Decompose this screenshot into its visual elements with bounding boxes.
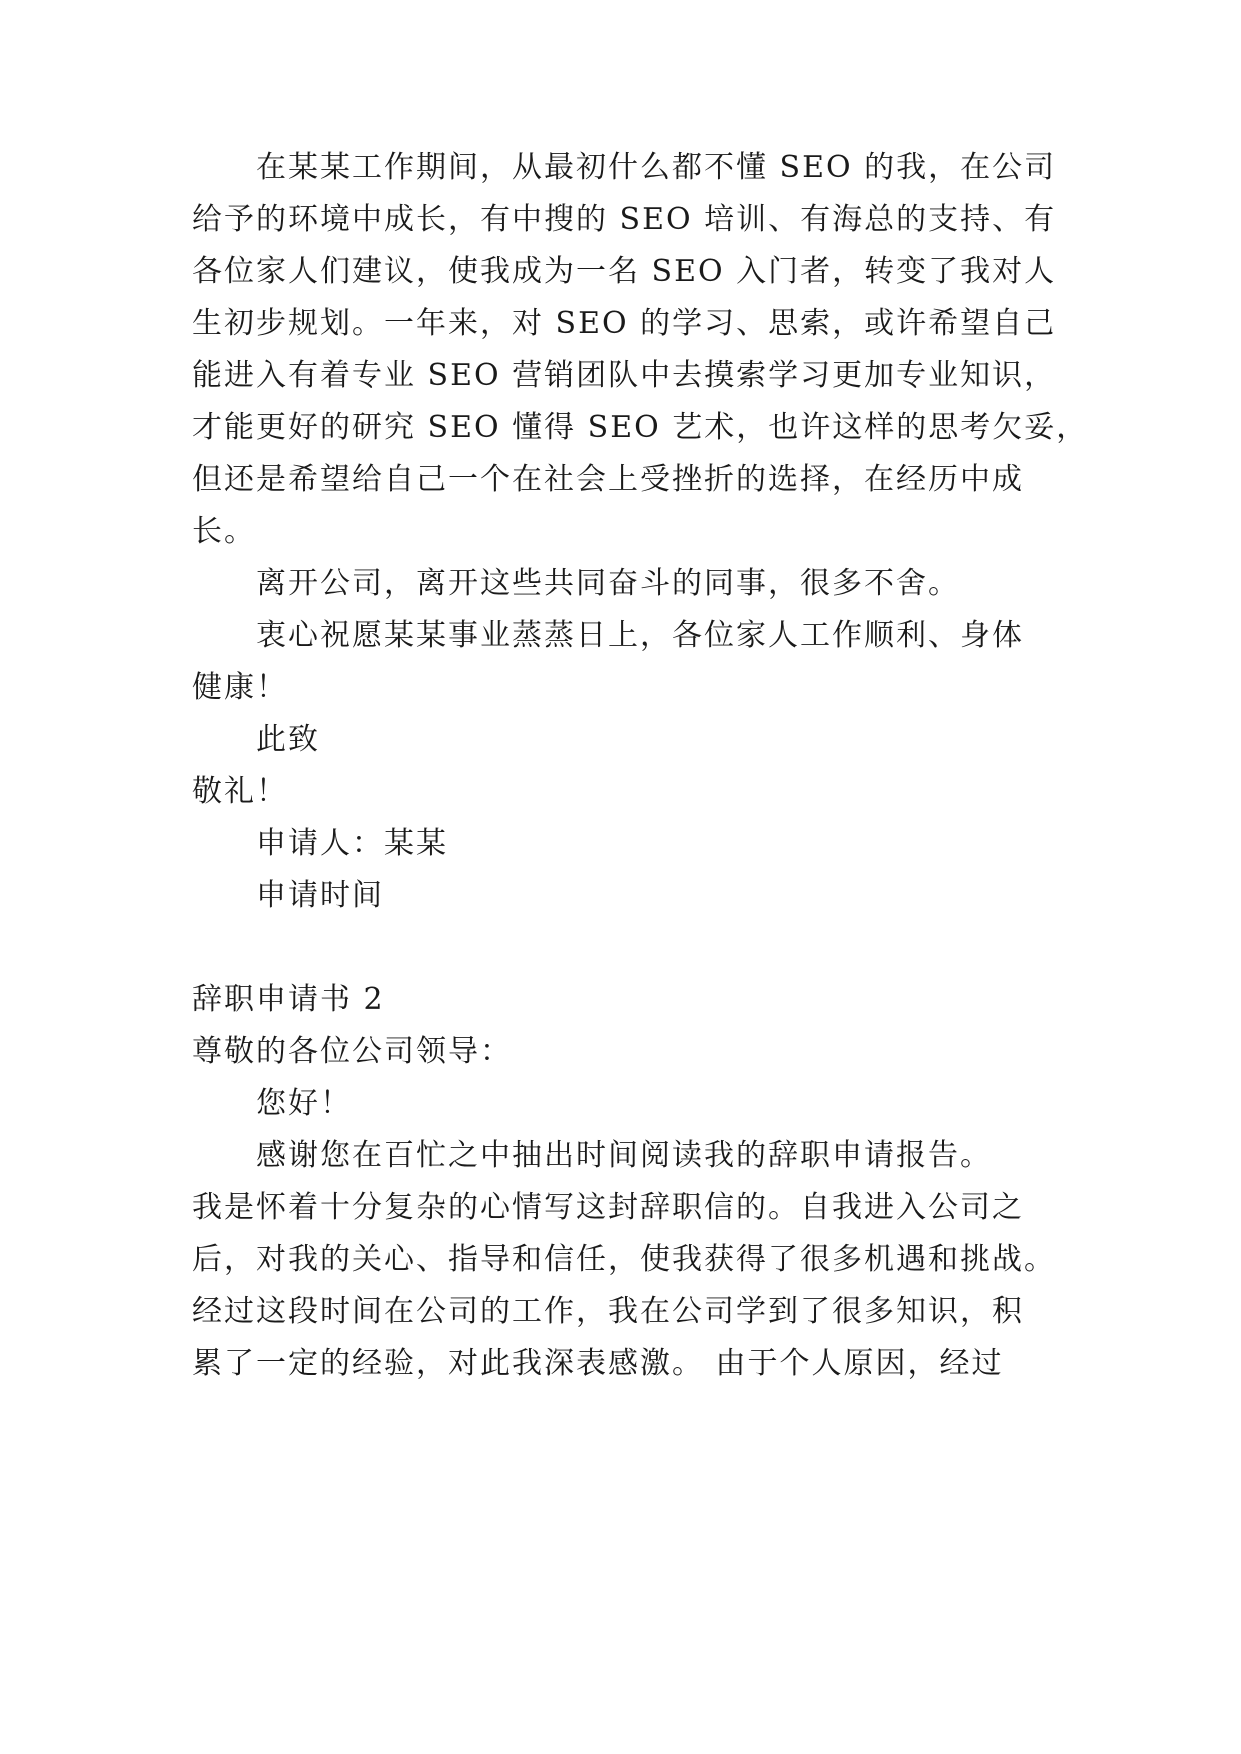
letter1-paragraph3-line1: 衷心祝愿某某事业蒸蒸日上，各位家人工作顺利、身体 (256, 618, 1024, 653)
applicant-line: 申请人：某某 (256, 826, 448, 861)
letter2-paragraph1-line5: 累了一定的经验，对此我深表感激。 由于个人原因，经过 (192, 1346, 1004, 1381)
letter2-paragraph1-line3: 后，对我的关心、指导和信任，使我获得了很多机遇和挑战。 (192, 1242, 1056, 1277)
letter1-paragraph1-line5: 能进入有着专业 SEO 营销团队中去摸索学习更加专业知识， (192, 358, 1057, 393)
letter1-paragraph1-line2: 给予的环境中成长，有中搜的 SEO 培训、有海总的支持、有 (192, 202, 1057, 237)
letter2-title: 辞职申请书 2 (192, 982, 385, 1017)
closing-salute: 敬礼！ (192, 774, 288, 809)
closing-phrase: 此致 (256, 722, 320, 757)
letter1-paragraph1-line7: 但还是希望给自己一个在社会上受挫折的选择，在经历中成 (192, 462, 1024, 497)
letter2-paragraph1-line1: 感谢您在百忙之中抽出时间阅读我的辞职申请报告。 (256, 1138, 992, 1173)
letter2-paragraph1-line2: 我是怀着十分复杂的心情写这封辞职信的。自我进入公司之 (192, 1190, 1024, 1225)
letter2-greeting: 您好！ (256, 1086, 352, 1121)
letter1-paragraph1-line1: 在某某工作期间，从最初什么都不懂 SEO 的我，在公司 (256, 150, 1057, 185)
letter1-paragraph1-line6: 才能更好的研究 SEO 懂得 SEO 艺术，也许这样的思考欠妥， (192, 410, 1089, 445)
letter2-salutation: 尊敬的各位公司领导： (192, 1034, 512, 1069)
date-line: 申请时间 (256, 878, 384, 913)
letter1-paragraph1-line4: 生初步规划。一年来，对 SEO 的学习、思索，或许希望自己 (192, 306, 1057, 341)
letter1-paragraph1-line8: 长。 (192, 514, 256, 549)
letter2-paragraph1-line4: 经过这段时间在公司的工作，我在公司学到了很多知识，积 (192, 1294, 1024, 1329)
letter1-paragraph2: 离开公司，离开这些共同奋斗的同事，很多不舍。 (256, 566, 960, 601)
letter1-paragraph3-line2: 健康！ (192, 670, 288, 705)
letter1-paragraph1-line3: 各位家人们建议，使我成为一名 SEO 入门者，转变了我对人 (192, 254, 1057, 289)
